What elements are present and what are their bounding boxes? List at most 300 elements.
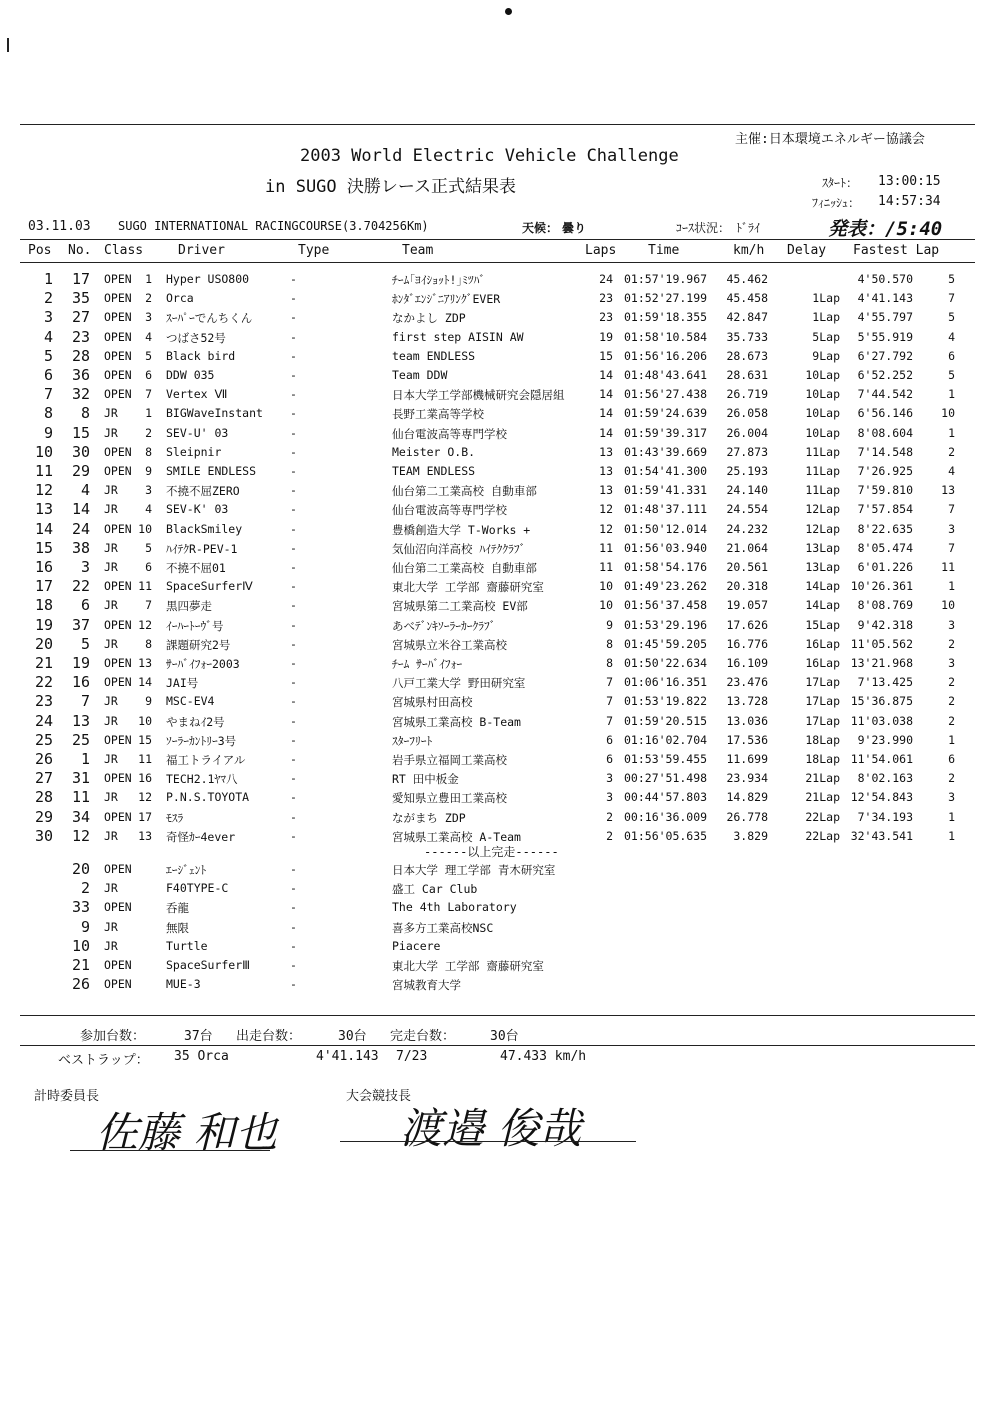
table-row — [0, 881, 1000, 900]
delay-cell: 12Lap — [805, 521, 840, 536]
car-number-cell: 10 — [71, 936, 90, 955]
fastest-lap-number-cell: 2 — [948, 713, 955, 728]
car-number-cell: 13 — [71, 711, 90, 730]
pos-cell: 19 — [34, 615, 53, 634]
fastest-lap-number-cell: 3 — [948, 617, 955, 632]
class-kind: JR — [104, 919, 118, 934]
time-cell: 01:06'16.351 — [624, 675, 708, 690]
delay-cell: 15Lap — [805, 617, 840, 632]
speed-cell: 24.232 — [726, 521, 768, 536]
race-director-label: 大会競技長 — [346, 1089, 412, 1104]
col-delay: Delay — [787, 243, 827, 258]
car-number-cell: 28 — [71, 346, 90, 365]
team-cell: 宮城県工業高校 B-Team — [392, 714, 521, 729]
speed-cell: 26.778 — [726, 809, 768, 824]
class-number: 15 — [138, 732, 152, 747]
table-row — [0, 464, 1000, 483]
driver-cell: MUE-3 — [166, 977, 201, 992]
type-cell: - — [290, 272, 297, 286]
announce: 発表：/5:40 — [828, 218, 943, 240]
fastest-lap-number-cell: 3 — [948, 656, 955, 670]
class-number: 13 — [138, 828, 152, 843]
class-kind: OPEN — [104, 732, 132, 747]
table-row — [0, 862, 1000, 881]
table-row — [0, 387, 1000, 406]
car-number-cell: 15 — [71, 423, 90, 442]
team-cell: 長野工業高等学校 — [392, 407, 484, 422]
scan-line — [7, 38, 9, 52]
class-number: 9 — [145, 694, 152, 709]
car-number-cell: 4 — [80, 481, 90, 500]
type-cell: - — [290, 502, 297, 517]
team-cell: なかよし ZDP — [392, 311, 466, 326]
fastest-lap-cell: 7'14.548 — [857, 444, 913, 459]
col-pos: Pos — [28, 243, 52, 258]
fastest-lap-number-cell: 1 — [948, 425, 955, 440]
delay-cell: 9Lap — [812, 348, 840, 363]
type-cell: - — [290, 675, 297, 690]
class-number: 5 — [145, 348, 152, 363]
class-number: 1 — [145, 272, 152, 286]
delay-cell: 11Lap — [805, 464, 840, 478]
team-cell: 東北大学 工学部 齋藤研究室 — [392, 959, 544, 973]
team-cell: 豊橋創造大学 T-Works + — [392, 522, 531, 537]
time-cell: 01:53'19.822 — [624, 694, 708, 709]
delay-cell: 10Lap — [805, 425, 840, 440]
car-number-cell: 25 — [71, 730, 90, 749]
delay-cell: 1Lap — [812, 291, 840, 306]
type-cell: - — [290, 900, 297, 915]
title-line2: in SUGO 決勝レース正式結果表 — [265, 177, 517, 197]
laps-cell: 6 — [606, 732, 613, 747]
team-cell: 気仙沼向洋高校 ﾊｲﾃｸｸﾗﾌﾞ — [392, 541, 526, 556]
laps-cell: 11 — [599, 560, 613, 574]
fastest-lap-number-cell: 7 — [948, 540, 955, 555]
speed-cell: 27.873 — [726, 444, 768, 459]
col-time: Time — [648, 243, 680, 258]
date: 03.11.03 — [28, 219, 91, 234]
table-row — [0, 483, 1000, 502]
table-row — [0, 598, 1000, 617]
bestlap-time: 4'41.143 — [316, 1049, 379, 1064]
pos-cell: 29 — [34, 807, 53, 826]
speed-cell: 26.004 — [726, 425, 768, 440]
time-cell: 00:44'57.803 — [624, 790, 708, 805]
time-cell: 01:56'37.458 — [624, 598, 708, 613]
speed-cell: 45.462 — [726, 272, 768, 286]
team-cell: 岩手県立福岡工業高校 — [392, 753, 507, 767]
car-number-cell: 31 — [71, 769, 90, 788]
bestlap-lap: 7/23 — [396, 1049, 428, 1064]
speed-cell: 20.318 — [726, 579, 768, 594]
driver-cell: JAI号 — [166, 676, 199, 691]
driver-cell: 課題研究2号 — [166, 637, 231, 652]
header-top-rule — [20, 239, 975, 240]
time-cell: 01:50'22.634 — [624, 656, 708, 670]
class-number: 10 — [138, 521, 152, 536]
pos-cell: 26 — [34, 750, 53, 768]
delay-cell: 14Lap — [805, 579, 840, 594]
car-number-cell: 20 — [71, 860, 90, 878]
class-kind: JR — [104, 406, 118, 421]
laps-cell: 23 — [599, 310, 613, 325]
team-cell: Team DDW — [392, 368, 448, 382]
speed-cell: 14.829 — [726, 790, 768, 805]
team-cell: 東北大学 工学部 齋藤研究室 — [392, 580, 544, 595]
driver-cell: ﾊｲﾃｸR-PEV-1 — [166, 541, 238, 556]
type-cell: - — [290, 560, 297, 574]
speed-cell: 16.776 — [726, 636, 768, 651]
class-kind: OPEN — [104, 617, 132, 632]
team-cell: あべﾃﾞﾝｷｿｰﾗｰｶｰｸﾗﾌﾞ — [392, 618, 496, 633]
table-row — [0, 711, 1000, 733]
timing-chief-signature: 佐藤 和也 — [96, 1108, 278, 1157]
car-number-cell: 23 — [71, 327, 90, 346]
laps-cell: 7 — [606, 713, 613, 728]
team-cell: 日本大学 理工学部 青木研究室 — [392, 863, 556, 877]
fastest-lap-cell: 12'54.843 — [850, 790, 913, 805]
weather-label: 天候： — [522, 221, 559, 235]
fastest-lap-number-cell: 2 — [948, 636, 955, 651]
time-cell: 01:54'41.300 — [624, 464, 708, 478]
class-number: 11 — [138, 752, 152, 766]
car-number-cell: 11 — [71, 788, 90, 807]
finish-separator: ------以上完走------ — [424, 845, 559, 859]
time-cell: 01:56'16.206 — [624, 348, 708, 363]
fastest-lap-number-cell: 1 — [948, 387, 955, 402]
laps-cell: 23 — [599, 291, 613, 306]
class-number: 3 — [145, 483, 152, 498]
class-kind: JR — [104, 828, 118, 843]
driver-cell: BlackSmiley — [166, 521, 243, 536]
laps-cell: 15 — [599, 348, 613, 363]
car-number-cell: 34 — [71, 807, 90, 826]
fastest-lap-number-cell: 2 — [948, 675, 955, 690]
car-number-cell: 2 — [80, 879, 90, 898]
fastest-lap-cell: 6'56.146 — [857, 406, 913, 421]
type-cell: - — [290, 464, 297, 478]
type-cell: - — [290, 368, 297, 382]
type-cell: - — [290, 598, 297, 613]
pos-cell: 9 — [43, 423, 53, 442]
class-kind: JR — [104, 598, 118, 613]
delay-cell: 18Lap — [805, 732, 840, 747]
class-number: 6 — [145, 368, 152, 382]
table-row — [0, 977, 1000, 996]
car-number-cell: 32 — [71, 385, 90, 404]
fastest-lap-number-cell: 7 — [948, 291, 955, 306]
fastest-lap-cell: 6'52.252 — [857, 368, 913, 382]
pos-cell: 2 — [43, 289, 53, 308]
car-number-cell: 14 — [71, 500, 90, 519]
class-number: 7 — [145, 387, 152, 402]
car-number-cell: 7 — [80, 692, 90, 711]
class-number: 5 — [145, 540, 152, 555]
pos-cell: 8 — [43, 404, 53, 423]
class-kind: JR — [104, 636, 118, 651]
class-kind: OPEN — [104, 291, 132, 306]
fastest-lap-cell: 9'23.990 — [857, 732, 913, 747]
speed-cell: 19.057 — [726, 598, 768, 613]
delay-cell: 10Lap — [805, 368, 840, 382]
class-kind: JR — [104, 938, 118, 953]
time-cell: 01:16'02.704 — [624, 732, 708, 747]
team-cell: The 4th Laboratory — [392, 900, 517, 915]
table-row — [0, 917, 1000, 939]
table-row — [0, 560, 1000, 579]
speed-cell: 42.847 — [726, 310, 768, 325]
speed-cell: 24.140 — [726, 483, 768, 498]
delay-cell: 17Lap — [805, 694, 840, 709]
speed-cell: 28.631 — [726, 368, 768, 382]
col-class: Class — [104, 243, 144, 258]
team-cell: 宮城県第二工業高校 EV部 — [392, 599, 528, 614]
laps-cell: 12 — [599, 502, 613, 517]
fastest-lap-cell: 8'02.163 — [857, 771, 913, 786]
laps-cell: 10 — [599, 598, 613, 613]
car-number-cell: 8 — [80, 404, 90, 423]
type-cell: - — [290, 862, 297, 876]
time-cell: 01:59'39.317 — [624, 425, 708, 440]
time-cell: 01:56'27.438 — [624, 387, 708, 402]
col-laps: Laps — [585, 243, 617, 258]
driver-cell: 無限 — [166, 920, 189, 935]
class-kind: OPEN — [104, 900, 132, 915]
driver-cell: 黒四夢走 — [166, 599, 212, 614]
driver-cell: SpaceSurferⅢ — [166, 958, 251, 972]
driver-cell: Sleipnir — [166, 444, 222, 459]
fastest-lap-number-cell: 10 — [941, 406, 955, 421]
col-team: Team — [402, 243, 434, 258]
race-director-signature: 渡邉 俊哉 — [400, 1104, 582, 1153]
pos-cell: 5 — [43, 346, 53, 365]
driver-cell: P.N.S.TOYOTA — [166, 790, 250, 805]
fastest-lap-number-cell: 1 — [948, 809, 955, 824]
speed-cell: 3.829 — [733, 828, 768, 843]
fastest-lap-number-cell: 13 — [941, 483, 955, 498]
finishers-label: 完走台数： — [390, 1029, 456, 1044]
pos-cell: 21 — [34, 654, 53, 672]
time-cell: 01:52'27.199 — [624, 291, 708, 306]
fastest-lap-cell: 7'59.810 — [857, 483, 913, 498]
delay-cell: 22Lap — [805, 828, 840, 843]
fastest-lap-number-cell: 4 — [948, 329, 955, 344]
pos-cell: 22 — [34, 673, 53, 692]
delay-cell: 5Lap — [812, 329, 840, 344]
pos-cell: 13 — [34, 500, 53, 519]
type-cell: - — [290, 483, 297, 498]
driver-cell: ｴｰｼﾞｪﾝﾄ — [166, 863, 207, 877]
table-row — [0, 675, 1000, 694]
speed-cell: 26.719 — [726, 387, 768, 402]
car-number-cell: 29 — [71, 462, 90, 480]
car-number-cell: 3 — [80, 558, 90, 576]
driver-cell: Orca — [166, 291, 194, 306]
pos-cell: 14 — [34, 519, 53, 538]
laps-cell: 10 — [599, 579, 613, 594]
fastest-lap-number-cell: 2 — [948, 771, 955, 786]
pos-cell: 18 — [34, 596, 53, 615]
speed-cell: 28.673 — [726, 348, 768, 363]
delay-cell: 10Lap — [805, 406, 840, 421]
fastest-lap-cell: 11'05.562 — [850, 636, 913, 651]
fastest-lap-number-cell: 1 — [948, 732, 955, 747]
type-cell: - — [290, 636, 297, 651]
type-cell: - — [290, 425, 297, 440]
type-cell: - — [290, 579, 297, 594]
laps-cell: 12 — [599, 521, 613, 536]
type-cell: - — [290, 521, 297, 536]
car-number-cell: 6 — [80, 596, 90, 615]
car-number-cell: 19 — [71, 654, 90, 672]
table-row — [0, 442, 1000, 464]
class-number: 4 — [145, 502, 152, 517]
timing-chief-label: 計時委員長 — [34, 1089, 100, 1104]
class-kind: JR — [104, 483, 118, 498]
time-cell: 01:59'20.515 — [624, 713, 708, 728]
driver-cell: SMILE ENDLESS — [166, 464, 257, 478]
class-number: 7 — [145, 598, 152, 613]
start-time: 13:00:15 — [878, 174, 941, 189]
summary-top-rule — [20, 1015, 975, 1016]
fastest-lap-cell: 8'22.635 — [857, 521, 913, 536]
class-kind: OPEN — [104, 521, 132, 536]
car-number-cell: 36 — [71, 366, 90, 384]
table-row — [0, 502, 1000, 521]
pos-cell: 24 — [34, 711, 53, 730]
team-cell: first step AISIN AW — [392, 329, 524, 344]
laps-cell: 13 — [599, 444, 613, 459]
team-cell: ﾁｰﾑ ｻｰﾊﾞｲﾌｫｰ — [392, 657, 463, 671]
class-kind: OPEN — [104, 329, 132, 344]
team-cell: 喜多方工業高校NSC — [392, 920, 494, 935]
speed-cell: 45.458 — [726, 291, 768, 306]
class-number: 17 — [138, 809, 152, 824]
team-cell: 愛知県立豊田工業高校 — [392, 791, 507, 806]
pos-cell: 25 — [34, 730, 53, 749]
laps-cell: 14 — [599, 387, 613, 402]
fastest-lap-number-cell: 1 — [948, 828, 955, 843]
pos-cell: 30 — [34, 826, 53, 845]
fastest-lap-number-cell: 2 — [948, 444, 955, 459]
laps-cell: 3 — [606, 771, 613, 786]
class-kind: JR — [104, 540, 118, 555]
team-cell: RT 田中板金 — [392, 772, 459, 787]
fastest-lap-number-cell: 11 — [941, 560, 955, 574]
car-number-cell: 17 — [71, 270, 90, 288]
delay-cell: 11Lap — [805, 444, 840, 459]
car-number-cell: 1 — [80, 750, 90, 768]
fastest-lap-cell: 11'03.038 — [850, 713, 913, 728]
speed-cell: 13.036 — [726, 713, 768, 728]
bestlap-label: ベストラップ： — [58, 1053, 149, 1068]
time-cell: 01:45'59.205 — [624, 636, 708, 651]
fastest-lap-cell: 6'01.226 — [857, 560, 913, 574]
driver-cell: 福工トライアル — [166, 753, 246, 767]
team-cell: 仙台第二工業高校 自動車部 — [392, 561, 537, 575]
scan-mark — [505, 8, 512, 15]
pos-cell: 23 — [34, 692, 53, 711]
speed-cell: 20.561 — [726, 560, 768, 574]
table-row — [0, 807, 1000, 829]
table-row — [0, 291, 1000, 310]
class-number: 8 — [145, 636, 152, 651]
class-number: 3 — [145, 310, 152, 325]
team-cell: 宮城県村田高校 — [392, 695, 473, 710]
car-number-cell: 12 — [71, 826, 90, 845]
delay-cell: 1Lap — [812, 310, 840, 325]
driver-cell: 奇怪ｶｰ4ever — [166, 829, 236, 844]
time-cell: 01:58'54.176 — [624, 560, 708, 574]
class-number: 12 — [138, 790, 152, 805]
fastest-lap-number-cell: 6 — [948, 348, 955, 363]
pos-cell: 11 — [34, 462, 53, 480]
speed-cell: 21.064 — [726, 540, 768, 555]
driver-cell: SEV-K' 03 — [166, 502, 229, 517]
car-number-cell: 21 — [71, 956, 90, 974]
class-kind: JR — [104, 425, 118, 440]
bestlap-car: 35 Orca — [174, 1049, 229, 1064]
fastest-lap-cell: 4'50.570 — [857, 272, 913, 286]
type-cell: - — [290, 387, 297, 402]
fastest-lap-number-cell: 3 — [948, 790, 955, 805]
type-cell: - — [290, 881, 297, 896]
laps-cell: 9 — [606, 617, 613, 632]
class-kind: OPEN — [104, 977, 132, 992]
type-cell: - — [290, 656, 297, 670]
table-row — [0, 579, 1000, 598]
time-cell: 01:59'41.331 — [624, 483, 708, 498]
fastest-lap-cell: 7'26.925 — [857, 464, 913, 478]
laps-cell: 6 — [606, 752, 613, 766]
pos-cell: 6 — [43, 366, 53, 384]
pos-cell: 20 — [34, 634, 53, 653]
fastest-lap-cell: 7'44.542 — [857, 387, 913, 402]
time-cell: 01:53'59.455 — [624, 752, 708, 766]
finishers-value: 30台 — [490, 1029, 519, 1044]
starters-value: 30台 — [338, 1029, 367, 1044]
laps-cell: 7 — [606, 694, 613, 709]
class-number: 16 — [138, 771, 152, 786]
delay-cell: 21Lap — [805, 771, 840, 786]
course-value: ﾄﾞﾗｲ — [736, 221, 761, 235]
time-cell: 01:50'12.014 — [624, 521, 708, 536]
timing-sig-line — [70, 1150, 270, 1151]
team-cell: team ENDLESS — [392, 348, 476, 363]
class-number: 13 — [138, 656, 152, 670]
table-row — [0, 368, 1000, 387]
class-kind: OPEN — [104, 348, 132, 363]
speed-cell: 17.626 — [726, 617, 768, 632]
class-kind: OPEN — [104, 444, 132, 459]
table-row — [0, 538, 1000, 560]
type-cell: - — [290, 958, 297, 972]
laps-cell: 2 — [606, 809, 613, 824]
fastest-lap-cell: 7'34.193 — [857, 809, 913, 824]
car-number-cell: 26 — [71, 975, 90, 994]
speed-cell: 17.536 — [726, 732, 768, 747]
laps-cell: 14 — [599, 368, 613, 382]
type-cell: - — [290, 348, 297, 363]
class-number: 6 — [145, 560, 152, 574]
time-cell: 01:48'43.641 — [624, 368, 708, 382]
speed-cell: 23.934 — [726, 771, 768, 786]
driver-cell: Turtle — [166, 938, 208, 953]
table-row — [0, 936, 1000, 958]
table-row — [0, 790, 1000, 809]
driver-cell: ｻｰﾊﾞｲﾌｫｰ2003 — [166, 657, 240, 671]
class-kind: JR — [104, 790, 118, 805]
